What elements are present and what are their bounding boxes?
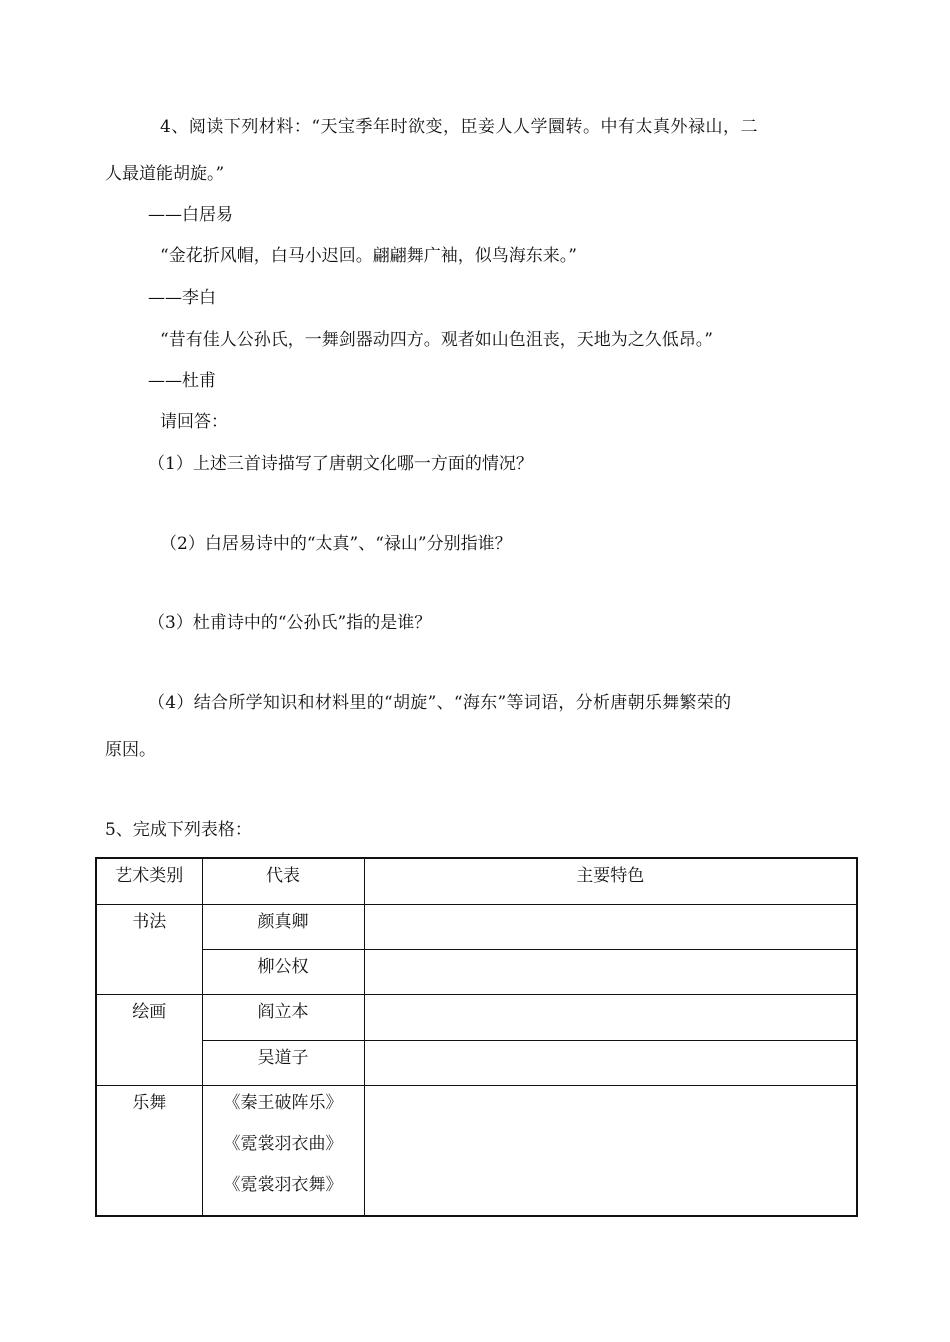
q4-sub-question-4-line1: （4）结合所学知识和材料里的“胡旋”、“海东”等词语，分析唐朝乐舞繁荣的 (148, 693, 732, 713)
table-header-row (96, 858, 857, 904)
rep-cell-works (202, 1085, 364, 1216)
q4-sub-question-1: （1）上述三首诗描写了唐朝文化哪一方面的情况？ (148, 454, 533, 474)
feature-cell[interactable] (364, 949, 857, 994)
q4-author-1: ——白居易 (148, 205, 233, 225)
header-features: 主要特色 (364, 858, 857, 904)
rep-cell: 柳公权 (202, 949, 364, 994)
q4-poem-2: “金花折风帽，白马小迟回。翩翩舞广袖，似鸟海东来。” (160, 246, 577, 266)
feature-cell[interactable] (364, 904, 857, 949)
rep-cell: 颜真卿 (202, 904, 364, 949)
q4-intro-line1: 4、阅读下列材料：“天宝季年时欲变，臣妾人人学圜转。中有太真外禄山，二 (160, 117, 759, 137)
q4-intro-line2: 人最道能胡旋。” (105, 164, 225, 184)
category-calligraphy: 书法 (96, 904, 202, 994)
table-row (96, 994, 857, 1040)
table-row (96, 1040, 857, 1085)
feature-cell[interactable] (364, 1040, 857, 1085)
table-row (96, 904, 857, 949)
q5-title: 5、完成下列表格： (105, 820, 252, 840)
feature-cell[interactable] (364, 994, 857, 1040)
rep-cell: 吴道子 (202, 1040, 364, 1085)
work-title: 《秦王破阵乐》 (223, 1092, 343, 1113)
category-music-dance: 乐舞 (96, 1085, 202, 1216)
header-representative: 代表 (202, 858, 364, 904)
q4-author-3: ——杜甫 (148, 371, 216, 391)
category-painting: 绘画 (96, 994, 202, 1085)
q4-author-2: ——李白 (148, 288, 216, 308)
table-row (96, 949, 857, 994)
q4-poem-3: “昔有佳人公孙氏，一舞剑器动四方。观者如山色沮丧，天地为之久低昂。” (160, 330, 713, 350)
art-table (95, 857, 858, 1217)
rep-cell: 阎立本 (202, 994, 364, 1040)
q4-sub-question-4-line2: 原因。 (105, 740, 156, 760)
table-row (96, 1085, 857, 1216)
work-title: 《霓裳羽衣舞》 (223, 1174, 343, 1195)
header-category: 艺术类别 (96, 858, 202, 904)
q4-sub-question-3: （3）杜甫诗中的“公孙氏”指的是谁？ (148, 613, 432, 633)
feature-cell[interactable] (364, 1085, 857, 1216)
q4-sub-question-2: （2）白居易诗中的“太真”、“禄山”分别指谁？ (160, 534, 512, 554)
work-title: 《霓裳羽衣曲》 (223, 1133, 343, 1154)
q4-prompt: 请回答： (160, 412, 228, 432)
